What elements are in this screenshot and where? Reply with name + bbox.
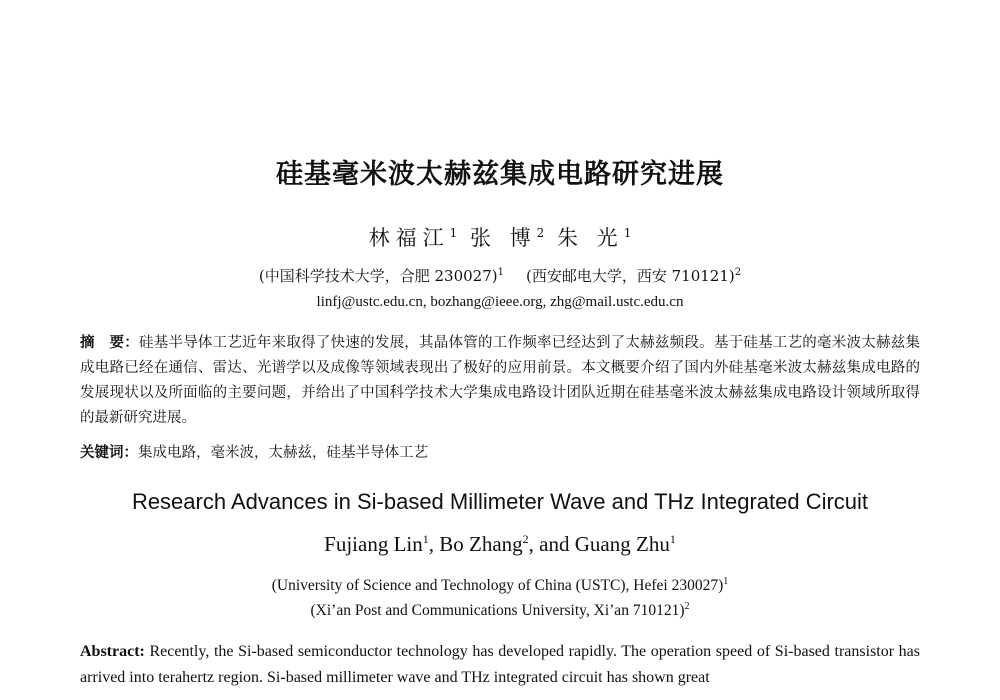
abstract-label: 摘 要：	[80, 334, 139, 351]
author-affiliation-mark: 1	[449, 226, 458, 240]
english-authors	[0, 532, 1000, 557]
author-name: Guang Zhu	[574, 532, 670, 556]
affiliation-text: (西安邮电大学，西安 710121)	[526, 267, 735, 285]
author-name: Fujiang Lin	[324, 532, 423, 556]
author-affiliation-mark: 1	[422, 532, 429, 546]
abstract-text: 硅基半导体工艺近年来取得了快速的发展，其晶体管的工作频率已经达到了太赫兹频段。基于硅基工艺的毫米波太赫兹集成电路已经在通信、雷达、光谱学以及成像等领域表现出了极好的应用前景。本文概要介绍了国内外硅基毫米波太赫兹集成电路的发展现状以及所面临的主要问题，并给出了中国科学技术大学集成电路设计团队近期在硅基毫米波太赫兹集成电路设计领域所取得的最新研究进展。	[80, 335, 920, 426]
author-emails: linfj@ustc.edu.cn, bozhang@ieee.org, zhg@mail.ustc.edu.cn	[316, 294, 684, 310]
affiliation-text: (Xi’an Post and Communications University, Xi’an 710121)	[310, 602, 685, 620]
author-affiliation-mark: 2	[536, 226, 545, 240]
english-affiliation-2	[0, 601, 1000, 620]
affiliation-mark: 2	[734, 267, 742, 278]
affiliation-mark: 1	[497, 267, 504, 278]
author-name: 朱 光	[557, 226, 624, 250]
abstract-label: Abstract:	[80, 643, 145, 660]
chinese-title: 硅基毫米波太赫兹集成电路研究进展	[276, 159, 724, 190]
keywords-label: 关键词：	[80, 444, 138, 461]
chinese-abstract	[80, 330, 920, 431]
author-name: 林福江	[368, 226, 450, 250]
author-separator: ,	[428, 532, 440, 556]
affiliation-text: (中国科学技术大学，合肥 230027)	[258, 267, 498, 285]
chinese-affiliations	[0, 265, 1000, 286]
keywords-text: 集成电路，毫米波，太赫兹，硅基半导体工艺	[138, 445, 428, 461]
author-affiliation-mark: 2	[522, 532, 529, 546]
english-affiliation-1	[0, 576, 1000, 595]
chinese-keywords	[80, 440, 920, 466]
author-separator: , and	[528, 532, 575, 556]
author-affiliation-mark: 1	[669, 532, 676, 546]
english-abstract	[80, 639, 920, 691]
english-title: Research Advances in Si-based Millimeter Wave and THz Integrated Circuit	[131, 489, 869, 514]
author-name: 张 博	[469, 226, 537, 250]
abstract-text: Recently, the Si-based semiconductor technology has developed rapidly. The operation speed of Si-based transistor has arrived into terahertz region. Si-based millimeter wave and THz integrated circuit has shown great	[80, 643, 921, 686]
affiliation-mark: 1	[723, 576, 729, 587]
affiliation-text: (University of Science and Technology of China (USTC), Hefei 230027)	[271, 577, 724, 595]
chinese-authors	[0, 222, 1000, 252]
author-affiliation-mark: 1	[623, 226, 632, 240]
affiliation-mark: 2	[684, 601, 690, 612]
author-name: Bo Zhang	[439, 532, 523, 556]
